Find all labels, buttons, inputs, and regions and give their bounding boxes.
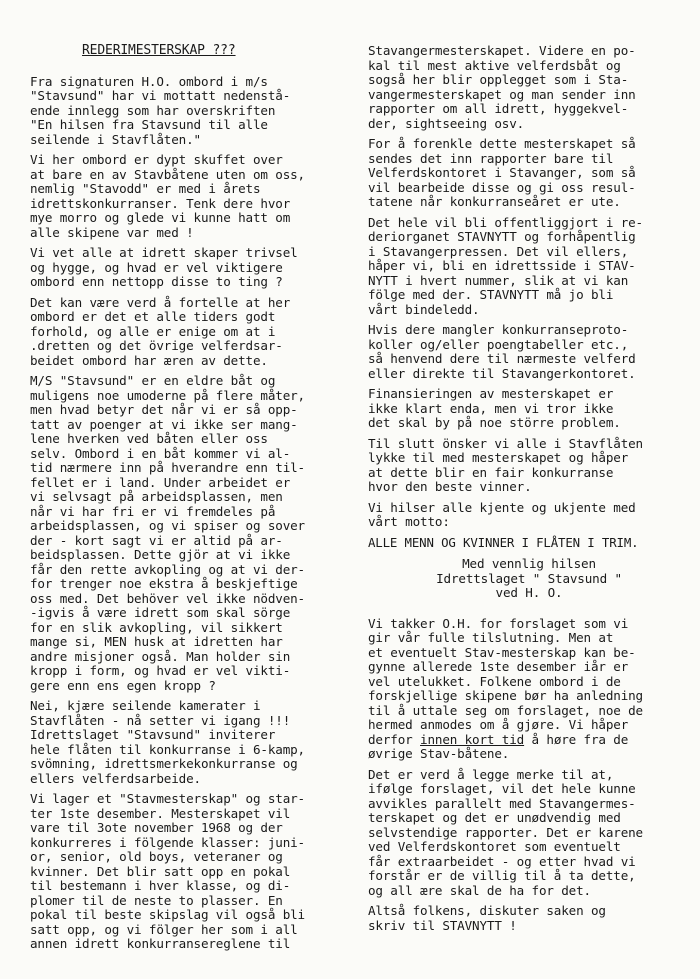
editor-response-paragraph: Det er verd å legge merke til at, ifølge forslaget, vil det hele kunne avvikles parallelt med Stavangermes- terskapet og det er unødvendig med selvstendige rapporter. Det er karene ved Velferdskontoret som eventuelt får extraarbeidet - og etter hvad vi forstår er de villig til å ta dette, og all ære skal de ha for det. [368,766,643,898]
article-title: REDERIMESTERSKAP ??? [82,43,236,58]
body-paragraph: Vi hilser alle kjente og ukjente med vårt motto: [368,499,636,529]
motto: ALLE MENN OG KVINNER I FLÅTEN I TRIM. [368,534,639,550]
body-paragraph: Hvis dere mangler konkurranseproto- koller og/eller poengtabeller etc., så henvend dere til nærmeste velferd eller direkte til Stavangerkontoret. [368,322,636,381]
right-column [368,44,690,939]
body-paragraph: Finansieringen av mesterskapet er ikke klart enda, men vi tror ikke det skal by på noe större problem. [368,386,621,430]
intro-paragraph: Fra signaturen H.O. ombord i m/s "Stavsund" har vi mottatt nedenstå- ende innlegg som har overskriften "En hilsen fra Stavsund til alle seilende i Stavflåten." [30,73,291,147]
body-paragraph: Vi her ombord er dypt skuffet over at bare en av Stavbåtene uten om oss, nemlig "Stavodd" er med i årets idrettskonkurranser. Tenk dere hvor mye morro og glede vi kunne hatt om alle skipene var med ! [30,152,305,240]
body-paragraph: Vi lager et "Stavmesterskap" og star- ter 1ste desember. Mesterskapet vil vare til 3ote november 1968 og der konkurreres i fölgende klasser: juni- or, senior, old boys, veteraner og kvinner. Det blir satt opp en pokal til bestemann i hver klasse, og di- plomer til de neste to plasser. En pokal til beste skipslag vil også bli satt opp, og vi fölger her som i all annen idrett konkurransereglene til [30,791,305,951]
response-text: Vi takker O.H. for forslaget som vi gir vår fulle tilslutning. Men at et eventuelt Stav-mesterskap kan be- gynne allerede 1ste desember iår er vel utelukket. Folkene ombord i de forskjellige skipene bør ha anledning til å uttale seg om forslaget, noe de hermed anmodes om å gjøre. Vi håper derfor [368,615,643,747]
body-paragraph: Til slutt önsker vi alle i Stavflåten lykke til med mesterskapet og håper at dette blir en fair konkurranse hvor den beste vinner. [368,435,643,494]
body-paragraph: Nei, kjære seilende kamerater i Stavflåten - nå setter vi igang !!! Idrettslaget "Stavsund" inviterer hele flåten til konkurranse i 6-kamp, svömning, idrettsmerkekonkurranse og ellers velferdsarbeide. [30,698,305,786]
body-paragraph: For å forenkle dette mesterskapet så sendes det inn rapporter bare til Velferdskontoret i Stavanger, som så vil bearbeide disse og gi oss resul- tatene når konkurranseåret er ute. [368,136,636,209]
underlined-phrase: innen kort tid [420,731,525,747]
response-text: å høre fra de øvrige Stav-båtene. [368,731,629,761]
body-paragraph: Vi vet alle at idrett skaper trivsel og hygge, og hvad er vel viktigere ombord enn nettopp disse to ting ? [30,245,298,289]
body-paragraph: Stavangermesterskapet. Videre en po- kal til mest aktive velferdsbåt og sogså her blir opplegget som i Sta- vangermesterskapet og man sender inn rapporter om all idrett, hyggekvel- der, sightseeing osv. [368,43,636,131]
signature: Med vennlig hilsen Idrettslaget " Stavsund " ved H. O. [436,556,622,600]
body-paragraph: Det hele vil bli offentliggjort i re- deriorganet STAVNYTT og forhåpentlig i Stavangerpressen. Det vil ellers, håper vi, bli en idrettsside i STAV- NYTT i hvert nummer, slik at vi kan fölge med der. STAVNYTT må jo bli vårt bindeledd. [368,214,643,317]
editor-response-paragraph [368,617,690,762]
closing-paragraph: Altså folkens, diskuter saken og skriv til STAVNYTT ! [368,903,606,933]
left-column [30,44,356,958]
body-paragraph: M/S "Stavsund" er en eldre båt og muligens noe umoderne på flere måter, men hvad betyr det når vi er så opp- tatt av poenger at vi ikke ser mang- lene hverken ved båten eller oss selv. Ombord i en båt kommer vi al- tid nærmere inn på hverandre enn til- fellet er i land. Under arbeidet er vi selvsagt på arbeidsplassen, men når vi har fri er vi fremdeles på arbeidsplassen, og vi spiser og sover der - kort sagt vi er altid på ar- beidsplassen. Dette gjör at vi ikke får den rette avkopling og at vi der- for trenger noe ekstra å beskjeftige oss med. Det behöver vel ikke nödven- -igvis å være idrett som skal sörge for en slik avkopling, vil sikkert mange si, MEN husk at idretten har andre misjoner også. Man holder sin kropp i form, og hvad er vel vikti- gere enn ens egen kropp ? [30,373,305,693]
body-paragraph: Det kan være verd å fortelle at her ombord er det et alle tiders godt forhold, og alle er enige om at i .dretten og det övrige velferdsar- beidet ombord har æren av dette. [30,294,291,368]
